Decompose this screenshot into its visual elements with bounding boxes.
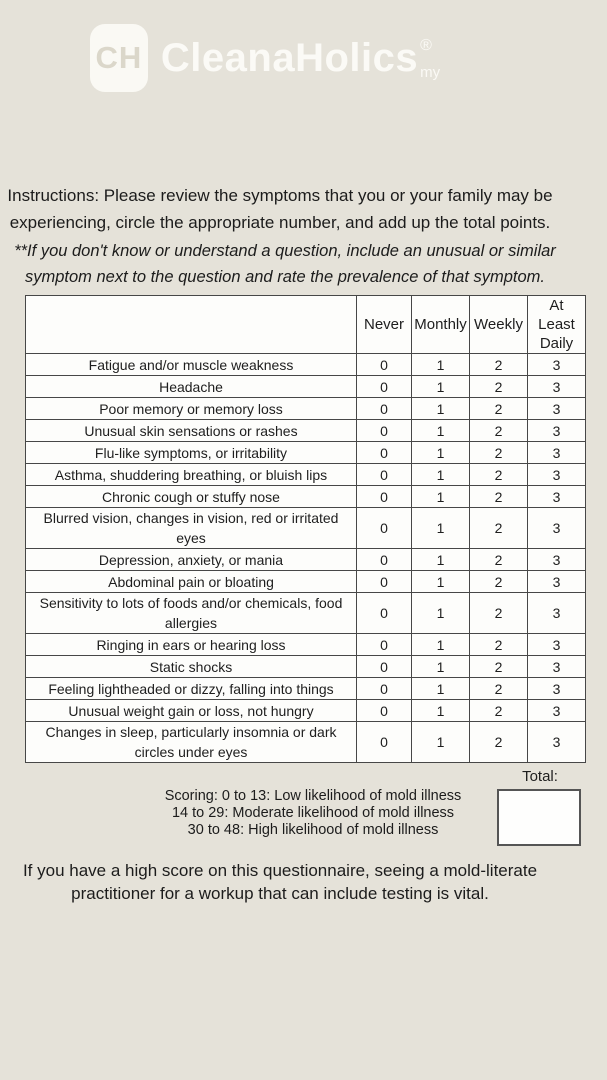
symptom-label: Changes in sleep, particularly insomnia or dark circles under eyes <box>26 722 357 763</box>
rating-value[interactable]: 3 <box>528 508 586 549</box>
monthly-column-header: Monthly <box>412 296 470 354</box>
symptom-label: Ringing in ears or hearing loss <box>26 634 357 656</box>
table-row <box>26 656 586 678</box>
total-label: Total: <box>522 768 558 785</box>
rating-value[interactable]: 2 <box>470 420 528 442</box>
symptom-label: Abdominal pain or bloating <box>26 571 357 593</box>
rating-value[interactable]: 0 <box>357 571 412 593</box>
table-row <box>26 722 586 763</box>
symptom-label: Unusual skin sensations or rashes <box>26 420 357 442</box>
scoring-line-low: Scoring: 0 to 13: Low likelihood of mold illness <box>164 788 462 804</box>
symptom-label: Unusual weight gain or loss, not hungry <box>26 700 357 722</box>
rating-value[interactable]: 2 <box>470 656 528 678</box>
rating-value[interactable]: 0 <box>357 486 412 508</box>
rating-value[interactable]: 3 <box>528 354 586 376</box>
rating-value[interactable]: 2 <box>470 678 528 700</box>
table-row <box>26 678 586 700</box>
rating-value[interactable]: 2 <box>470 571 528 593</box>
table-row <box>26 376 586 398</box>
rating-value[interactable]: 1 <box>412 593 470 634</box>
rating-value[interactable]: 2 <box>470 722 528 763</box>
rating-value[interactable]: 2 <box>470 442 528 464</box>
rating-value[interactable]: 0 <box>357 376 412 398</box>
table-row <box>26 398 586 420</box>
rating-value[interactable]: 1 <box>412 398 470 420</box>
rating-value[interactable]: 0 <box>357 354 412 376</box>
symptom-label: Sensitivity to lots of foods and/or chemicals, food allergies <box>26 593 357 634</box>
symptom-label: Blurred vision, changes in vision, red or irritated eyes <box>26 508 357 549</box>
scoring-legend <box>20 788 606 839</box>
rating-value[interactable]: 3 <box>528 571 586 593</box>
rating-value[interactable]: 2 <box>470 593 528 634</box>
table-row <box>26 420 586 442</box>
rating-value[interactable]: 2 <box>470 398 528 420</box>
symptom-label: Fatigue and/or muscle weakness <box>26 354 357 376</box>
rating-value[interactable]: 0 <box>357 398 412 420</box>
brand-marks <box>420 38 440 80</box>
symptom-label: Headache <box>26 376 357 398</box>
brand-name-text: CleanaHolics <box>160 36 419 80</box>
rating-value[interactable]: 3 <box>528 376 586 398</box>
symptom-column-header <box>26 296 357 354</box>
rating-value[interactable]: 3 <box>528 486 586 508</box>
rating-value[interactable]: 3 <box>528 464 586 486</box>
rating-value[interactable]: 2 <box>470 464 528 486</box>
table-header-row <box>26 296 586 354</box>
brand-name <box>161 36 440 80</box>
scoring-line-high: 30 to 48: High likelihood of mold illness <box>187 822 439 838</box>
rating-value[interactable]: 3 <box>528 700 586 722</box>
symptom-label: Chronic cough or stuffy nose <box>26 486 357 508</box>
rating-value[interactable]: 2 <box>470 549 528 571</box>
rating-value[interactable]: 0 <box>357 464 412 486</box>
rating-value[interactable]: 0 <box>357 549 412 571</box>
symptom-label: Poor memory or memory loss <box>26 398 357 420</box>
rating-value[interactable]: 3 <box>528 420 586 442</box>
rating-value[interactable]: 2 <box>470 376 528 398</box>
rating-value[interactable]: 0 <box>357 722 412 763</box>
rating-value[interactable]: 3 <box>528 549 586 571</box>
table-row <box>26 571 586 593</box>
rating-value[interactable]: 1 <box>412 486 470 508</box>
never-column-header: Never <box>357 296 412 354</box>
rating-value[interactable]: 1 <box>412 634 470 656</box>
rating-value[interactable]: 2 <box>470 354 528 376</box>
rating-value[interactable]: 3 <box>528 678 586 700</box>
table-row <box>26 508 586 549</box>
table-row <box>26 593 586 634</box>
symptom-table-body <box>26 354 586 763</box>
rating-value[interactable]: 3 <box>528 593 586 634</box>
rating-value[interactable]: 1 <box>412 464 470 486</box>
brand-suffix: my <box>420 64 441 81</box>
rating-value[interactable]: 0 <box>357 700 412 722</box>
rating-value[interactable]: 0 <box>357 593 412 634</box>
rating-value[interactable]: 3 <box>528 722 586 763</box>
rating-value[interactable]: 3 <box>528 656 586 678</box>
instructions-text: Instructions: Please review the symptoms that you or your family may be experiencing, circle the appropriate number, and add up the total points. <box>7 186 553 232</box>
rating-value[interactable]: 0 <box>357 678 412 700</box>
rating-value[interactable]: 2 <box>470 508 528 549</box>
registered-trademark-icon: ® <box>420 37 432 54</box>
table-row <box>26 442 586 464</box>
rating-value[interactable]: 2 <box>470 634 528 656</box>
scoring-line-moderate: 14 to 29: Moderate likelihood of mold illness <box>171 805 455 821</box>
rating-value[interactable]: 3 <box>528 634 586 656</box>
symptom-label: Asthma, shuddering breathing, or bluish lips <box>26 464 357 486</box>
rating-value[interactable]: 1 <box>412 376 470 398</box>
symptom-label: Feeling lightheaded or dizzy, falling into things <box>26 678 357 700</box>
rating-value[interactable]: 2 <box>470 700 528 722</box>
symptom-label: Flu-like symptoms, or irritability <box>26 442 357 464</box>
rating-value[interactable]: 3 <box>528 398 586 420</box>
instructions-note: **If you don't know or understand a question, include an unusual or similar symptom next to the question and rate the prevalence of that symptom. <box>14 242 556 286</box>
table-row <box>26 549 586 571</box>
footer-note: If you have a high score on this questionnaire, seeing a mold-literate practitioner for a workup that can include testing is vital. <box>22 861 538 903</box>
table-row <box>26 486 586 508</box>
rating-value[interactable]: 0 <box>357 508 412 549</box>
symptom-label: Depression, anxiety, or mania <box>26 549 357 571</box>
weekly-column-header: Weekly <box>470 296 528 354</box>
rating-value[interactable]: 1 <box>412 656 470 678</box>
rating-value[interactable]: 1 <box>412 354 470 376</box>
table-row <box>26 700 586 722</box>
rating-value[interactable]: 0 <box>357 420 412 442</box>
rating-value[interactable]: 1 <box>412 722 470 763</box>
rating-value[interactable]: 1 <box>412 700 470 722</box>
rating-value[interactable]: 0 <box>357 634 412 656</box>
rating-value[interactable]: 1 <box>412 442 470 464</box>
symptom-label: Static shocks <box>26 656 357 678</box>
rating-value[interactable]: 1 <box>412 571 470 593</box>
brand-logo <box>0 24 530 92</box>
rating-value[interactable]: 1 <box>412 678 470 700</box>
rating-value[interactable]: 2 <box>470 486 528 508</box>
brand-monogram: CH <box>95 40 143 75</box>
daily-column-header: At Least Daily <box>528 296 586 354</box>
rating-value[interactable]: 1 <box>412 508 470 549</box>
brand-monogram-badge <box>90 24 148 92</box>
rating-value[interactable]: 1 <box>412 549 470 571</box>
rating-value[interactable]: 0 <box>357 656 412 678</box>
rating-value[interactable]: 3 <box>528 442 586 464</box>
rating-value[interactable]: 1 <box>412 420 470 442</box>
table-row <box>26 354 586 376</box>
symptom-table <box>25 295 586 763</box>
table-row <box>26 464 586 486</box>
rating-value[interactable]: 0 <box>357 442 412 464</box>
table-row <box>26 634 586 656</box>
